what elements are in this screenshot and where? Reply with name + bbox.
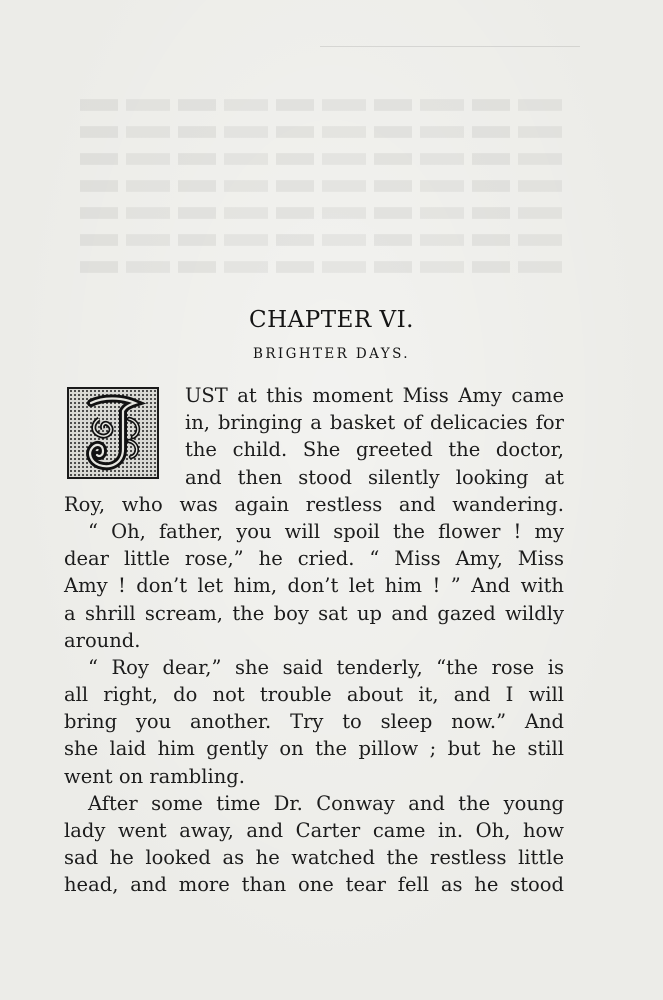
text-line: all right, do not trouble about it, and I will (64, 683, 564, 707)
text-line: a shrill scream, the boy sat up and gazed wildly (64, 601, 564, 625)
text-line: the child. She greeted the doctor, (185, 438, 564, 462)
text-line: “ Roy dear,” she said tenderly, “the rose is (88, 655, 564, 679)
chapter-heading: CHAPTER VI. (248, 307, 414, 333)
text-line: sad he looked as he watched the restless little (64, 846, 564, 870)
bleed-through-header (320, 38, 580, 47)
text-line: she laid him gently on the pillow ; but he still (64, 737, 564, 761)
text-line: UST at this moment Miss Amy came (185, 384, 564, 407)
text-line: “ Oh, father, you will spoil the flower ! my (88, 519, 564, 543)
text-line: went on rambling. (64, 764, 245, 788)
bleed-through-text (80, 92, 570, 281)
text-line: lady went away, and Carter came in. Oh, how (64, 819, 564, 842)
text-line: After some time Dr. Conway and the young (88, 791, 564, 815)
text-line: Roy, who was again restless and wandering. (64, 492, 564, 516)
text-line: head, and more than one tear fell as he stood (64, 873, 564, 897)
text-line: around. (64, 628, 141, 652)
text-line: Amy ! don’t let him, don’t let him ! ” And with (64, 574, 564, 598)
body-text (64, 382, 564, 899)
text-line: dear little rose,” he cried. “ Miss Amy, Miss (64, 547, 564, 571)
text-line: in, bringing a basket of delicacies for (185, 411, 564, 435)
text-line: bring you another. Try to sleep now.” And (64, 710, 564, 734)
text-line: and then stood silently looking at (185, 465, 564, 489)
chapter-subheading: BRIGHTER DAYS. (253, 346, 410, 362)
